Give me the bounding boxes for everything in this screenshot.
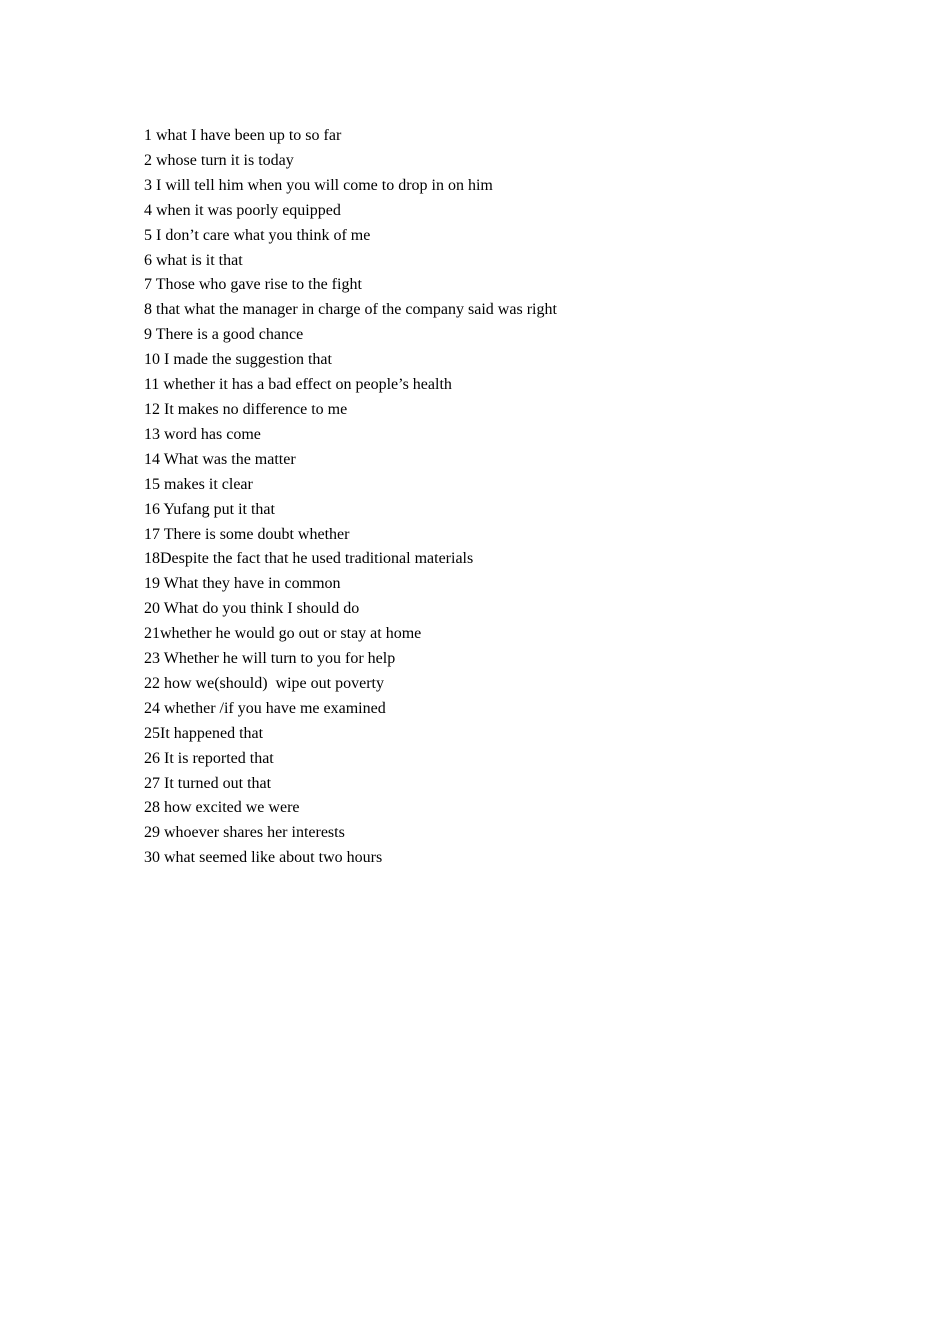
answer-line-30: 30 what seemed like about two hours <box>144 849 383 867</box>
answer-line-12: 12 It makes no difference to me <box>144 400 348 418</box>
answer-line-16: 16 Yufang put it that <box>144 500 275 518</box>
answer-line-6: 6 what is it that <box>144 251 243 269</box>
answer-line-14: 14 What was the matter <box>144 450 296 468</box>
answer-line-17: 17 There is some doubt whether <box>144 525 350 543</box>
answer-line-18: 18Despite the fact that he used traditional materials <box>144 550 474 568</box>
answer-line-3: 3 I will tell him when you will come to drop in on him <box>144 176 493 194</box>
answer-line-10: 10 I made the suggestion that <box>144 351 332 369</box>
answer-line-19: 19 What they have in common <box>144 575 341 593</box>
answer-line-29: 29 whoever shares her interests <box>144 824 345 842</box>
answer-line-11: 11 whether it has a bad effect on people’s health <box>144 376 452 394</box>
answer-line-4: 4 when it was poorly equipped <box>144 201 341 219</box>
answer-line-1: 1 what I have been up to so far <box>144 127 342 144</box>
answer-line-25: 25It happened that <box>144 724 264 742</box>
answer-line-8: 8 that what the manager in charge of the company said was right <box>144 301 557 319</box>
answer-line-7: 7 Those who gave rise to the fight <box>144 276 362 294</box>
answer-list <box>144 124 557 871</box>
answer-line-13: 13 word has come <box>144 425 261 443</box>
answer-line-5: 5 I don’t care what you think of me <box>144 226 371 244</box>
answer-line-27: 27 It turned out that <box>144 774 272 792</box>
answer-line-9: 9 There is a good chance <box>144 326 304 344</box>
answer-line-28: 28 how excited we were <box>144 799 300 817</box>
answer-line-26: 26 It is reported that <box>144 749 274 767</box>
answer-line-15: 15 makes it clear <box>144 475 253 493</box>
answer-line-20: 20 What do you think I should do <box>144 600 360 618</box>
answer-line-2: 2 whose turn it is today <box>144 151 294 169</box>
answer-line-21: 21whether he would go out or stay at home <box>144 625 422 643</box>
answer-line-24: 24 whether /if you have me examined <box>144 699 386 717</box>
answer-line-22: 22 how we(should) wipe out poverty <box>144 674 384 692</box>
answer-line-23: 23 Whether he will turn to you for help <box>144 650 396 668</box>
